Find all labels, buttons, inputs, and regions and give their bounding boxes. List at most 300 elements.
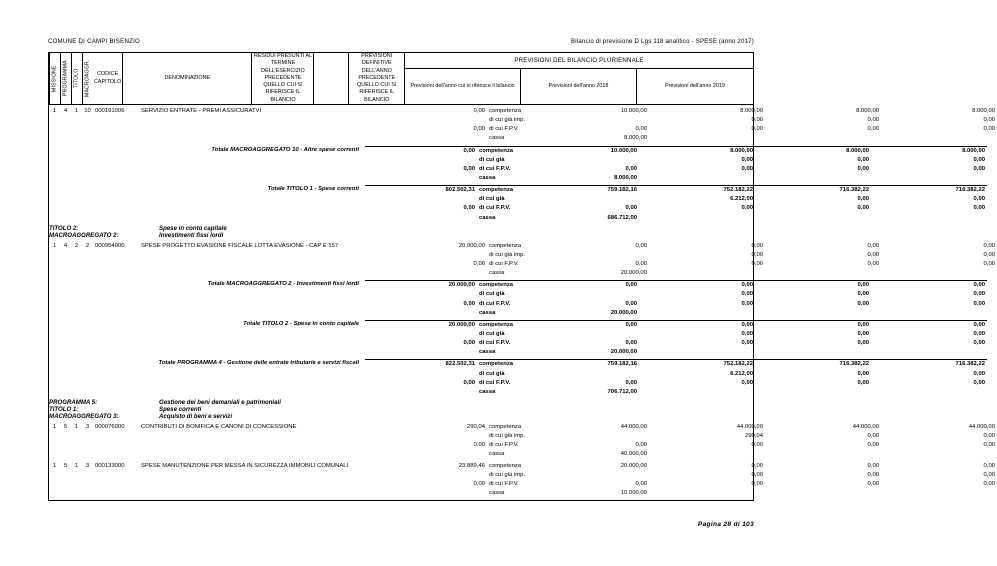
row-identifiers <box>49 185 365 223</box>
amount-lines <box>365 321 987 358</box>
section-key: TITOLO 1: <box>49 405 79 413</box>
residui-value: 0,00 <box>463 340 475 347</box>
organization-name: COMUNE DI CAMPI BISENZIO <box>48 38 140 45</box>
programma-code: 5 <box>63 423 68 430</box>
previsione-anno-2018-value: 8.000,00 <box>846 147 869 154</box>
previsioni-definitive-value: 20.000,00 <box>620 462 647 469</box>
codice-capitolo-value: 000133000 <box>95 462 125 469</box>
previsione-anno-2018-value <box>755 388 871 397</box>
column-header-codice-capitolo <box>93 53 123 104</box>
section-value: Gestione dei beni demaniali e patrimoniali <box>159 398 281 406</box>
previsione-anno-2018-value: 0,00 <box>867 126 879 133</box>
section-key: MACROAGGREGATO 3: <box>49 412 119 420</box>
previsioni-definitive-value: 40.000,00 <box>620 451 647 458</box>
amount-lines <box>375 107 997 144</box>
residui-value: 0,00 <box>473 108 485 114</box>
previsione-anno-2019-value <box>881 450 997 459</box>
previsione-anno-2018-value: 0,00 <box>857 156 869 163</box>
previsioni-definitive-value: 0,00 <box>635 126 647 133</box>
previsione-anno-2018-value: 0,00 <box>857 205 869 212</box>
row-amounts <box>365 359 987 397</box>
previsione-anno-2019-value: 0,00 <box>983 242 995 249</box>
previsione-anno-2019-value: 716.382,22 <box>955 361 985 368</box>
previsione-anno-2019-value: 0,00 <box>983 471 995 478</box>
voce-label: di cui già <box>479 156 505 163</box>
amount-lines <box>365 186 987 223</box>
previsione-anno-2019-value: 0,00 <box>973 300 985 307</box>
total-row <box>49 357 985 397</box>
previsioni-definitive-value: 759.182,16 <box>607 361 637 368</box>
row-amounts <box>375 107 997 144</box>
budget-table <box>48 52 995 501</box>
column-header-titolo: TITOLO <box>71 53 82 104</box>
amount-lines <box>365 147 987 184</box>
line-competenza <box>365 281 987 290</box>
page-header <box>48 38 754 45</box>
previsioni-definitive-value: 0,00 <box>635 442 647 449</box>
previsione-anno-corrente-value: 752.182,22 <box>723 361 753 368</box>
previsione-anno-corrente-value: 0,00 <box>741 379 753 386</box>
voce-label: competenza <box>479 361 514 368</box>
voce-label: cassa <box>489 489 505 496</box>
previsioni-definitive-value: 0,00 <box>625 165 637 172</box>
residui-value <box>365 388 477 397</box>
previsione-anno-2018-value <box>765 489 881 498</box>
previsione-anno-2019-value: 8.000,00 <box>962 147 985 154</box>
previsione-anno-2018-value: 0,00 <box>867 433 879 440</box>
previsione-anno-2018-value <box>765 269 881 278</box>
line-di-cui-gia <box>365 156 987 165</box>
residui-value: 0,00 <box>473 126 485 133</box>
previsione-anno-2019-value: 0,00 <box>983 251 995 258</box>
total-row <box>49 318 985 358</box>
amount-lines <box>365 360 987 397</box>
voce-label: competenza <box>479 282 514 289</box>
column-header-anno-corrente: Previsioni dell'anno cui si riferisce il bilancio <box>405 69 521 104</box>
macroaggregato-code: 2 <box>85 242 90 249</box>
voce-label: competenza <box>479 321 514 328</box>
voce-label: competenza <box>479 147 514 154</box>
total-label: Totale MACROAGGREGATO 2 - Investimenti fissi lordi <box>207 281 359 288</box>
line-competenza <box>365 147 987 156</box>
previsione-anno-2018-value: 716.382,22 <box>839 187 869 194</box>
previsione-anno-2018-value: 0,00 <box>857 321 869 328</box>
total-row <box>49 278 985 318</box>
line-di-cui-fpv <box>375 125 997 134</box>
previsione-anno-2019-value: 0,00 <box>973 165 985 172</box>
line-di-cui-gia <box>365 195 987 204</box>
residui-value: 822.502,31 <box>445 361 475 368</box>
section-heading-line <box>49 399 753 406</box>
previsione-anno-corrente-value: 0,00 <box>741 156 753 163</box>
programma-code: 4 <box>63 108 68 114</box>
previsione-anno-2019-value: 0,00 <box>973 205 985 212</box>
previsione-anno-corrente-value: 0,00 <box>751 260 763 267</box>
previsione-anno-2018-value <box>765 450 881 459</box>
previsione-anno-2018-value: 44.000,00 <box>852 423 879 430</box>
line-di-cui-fpv <box>375 441 997 450</box>
voce-label: di cui F.P.V. <box>489 260 519 267</box>
residui-value <box>375 134 487 143</box>
row-identifiers <box>49 280 365 318</box>
previsione-anno-2019-value: 44.000,00 <box>968 423 995 430</box>
previsione-anno-2019-value: 0,00 <box>973 330 985 337</box>
previsioni-definitive-value <box>539 290 639 299</box>
previsione-anno-2019-value: 0,00 <box>983 480 995 487</box>
page-number: Pagina 28 di 103 <box>697 521 754 528</box>
previsione-anno-corrente-value <box>639 309 755 318</box>
previsione-anno-corrente-value: 0,00 <box>751 117 763 124</box>
previsione-anno-2018-value: 0,00 <box>857 370 869 377</box>
previsione-anno-corrente-value: 0,00 <box>741 205 753 212</box>
residui-value: 0,00 <box>473 260 485 267</box>
residui-value: 290,04 <box>466 423 485 430</box>
line-di-cui-fpv <box>365 300 987 309</box>
previsioni-definitive-value: 20.000,00 <box>610 349 637 356</box>
line-cassa <box>365 214 987 223</box>
voce-label: cassa <box>479 214 496 221</box>
residui-value: 23.889,46 <box>458 462 485 469</box>
residui-value <box>375 432 487 441</box>
previsione-anno-2018-value: 0,00 <box>857 379 869 386</box>
previsione-anno-2018-value: 0,00 <box>857 165 869 172</box>
previsioni-definitive-value <box>549 432 649 441</box>
previsioni-definitive-value: 8.000,00 <box>624 135 647 142</box>
line-di-cui-gia <box>365 330 987 339</box>
previsioni-definitive-value: 20.000,00 <box>610 309 637 316</box>
previsione-anno-2019-value: 0,00 <box>973 196 985 203</box>
previsione-anno-corrente-value <box>639 348 755 357</box>
previsione-anno-2018-value: 0,00 <box>867 242 879 249</box>
residui-value <box>365 348 477 357</box>
voce-label: di cui già imp. <box>489 117 526 124</box>
residui-value: 20.000,00 <box>448 321 475 328</box>
previsione-anno-2019-value: 0,00 <box>983 260 995 267</box>
previsioni-definitive-value: 0,00 <box>625 300 637 307</box>
line-cassa <box>365 388 987 397</box>
previsione-anno-2018-value: 0,00 <box>867 260 879 267</box>
line-cassa <box>375 269 997 278</box>
previsione-anno-2019-value <box>881 269 997 278</box>
previsioni-definitive-value <box>549 251 649 260</box>
previsione-anno-2019-value: 0,00 <box>973 321 985 328</box>
line-di-cui-gia <box>375 251 997 260</box>
section-heading-line <box>49 232 753 239</box>
section-value: Spese in conto capitale <box>159 224 227 232</box>
previsioni-definitive-value <box>539 195 639 204</box>
previsione-anno-corrente-value <box>639 388 755 397</box>
residui-value: 20.000,00 <box>458 242 485 249</box>
previsioni-definitive-value: 759.182,16 <box>607 187 637 194</box>
residui-value <box>375 450 487 459</box>
residui-value <box>375 269 487 278</box>
previsione-anno-2019-value: 8.000,00 <box>972 108 995 114</box>
voce-label: cassa <box>479 388 496 395</box>
line-di-cui-fpv <box>365 339 987 348</box>
column-header-missione: MISSIONE <box>49 53 60 104</box>
row-identifiers <box>49 423 375 460</box>
previsione-anno-2019-value: 0,00 <box>973 379 985 386</box>
previsione-anno-corrente-value: 0,00 <box>741 321 753 328</box>
previsione-anno-corrente-value <box>649 450 765 459</box>
previsione-anno-2019-value: 0,00 <box>983 433 995 440</box>
previsione-anno-corrente-value <box>639 214 755 223</box>
previsione-anno-corrente-value: 6.212,00 <box>730 196 753 203</box>
previsione-anno-2019-value <box>871 388 987 397</box>
previsione-anno-2019-value: 0,00 <box>983 126 995 133</box>
amount-lines <box>375 462 997 499</box>
previsione-anno-corrente-value <box>649 134 765 143</box>
residui-value: 0,00 <box>473 442 485 449</box>
residui-value: 0,00 <box>463 300 475 307</box>
previsioni-definitive-value: 10.000,00 <box>620 489 647 496</box>
section-value: Acquisto di beni e servizi <box>159 412 233 420</box>
row-identifiers <box>49 359 365 397</box>
residui-value <box>375 489 487 498</box>
previsione-anno-2019-value <box>871 214 987 223</box>
total-label: Totale TITOLO 2 - Spese in conto capitale <box>243 320 359 327</box>
previsione-anno-2018-value: 0,00 <box>867 480 879 487</box>
column-header-previsioni-definitive: PREVISIONI DEFINITIVE DELL'ANNO PRECEDENTE QUELLO CUI SI RIFERISCE IL BILANCIO <box>349 53 405 104</box>
column-header-pluriennale: PREVISIONI DEL BILANCIO PLURIENNALE <box>405 53 753 69</box>
section-heading-line <box>49 413 753 420</box>
previsione-anno-2018-value: 0,00 <box>867 471 879 478</box>
voce-label: cassa <box>489 270 505 277</box>
previsione-anno-2019-value: 0,00 <box>973 282 985 289</box>
row-identifiers <box>49 242 375 279</box>
voce-label: di cui F.P.V. <box>489 442 519 449</box>
section-key: PROGRAMMA 5: <box>49 398 98 406</box>
denominazione-value: SERVIZIO ENTRATE - PREMI ASSICURATVI <box>141 108 262 114</box>
residui-value <box>375 471 487 480</box>
previsione-anno-corrente-value: 44.000,00 <box>736 423 763 430</box>
codice-capitolo-value: 000191006 <box>95 108 125 114</box>
voce-label: competenza <box>489 462 522 469</box>
previsioni-definitive-value <box>539 156 639 165</box>
voce-label: di cui F.P.V. <box>479 165 511 172</box>
macroaggregato-code: 3 <box>85 462 90 469</box>
denominazione-value: SPESE PROGETTO EVASIONE FISCALE LOTTA EVASIONE - CAP E 157 <box>141 242 339 249</box>
section-value: Investimenti fissi lordi <box>159 231 224 239</box>
table-row <box>49 421 995 460</box>
previsioni-definitive-value: 0,00 <box>635 260 647 267</box>
residui-value <box>375 251 487 260</box>
missione-code: 1 <box>52 462 57 469</box>
section-heading <box>49 223 753 240</box>
line-cassa <box>365 309 987 318</box>
voce-label: competenza <box>489 108 522 114</box>
residui-value <box>365 195 477 204</box>
column-header-residui: RESIDUI PRESUNTI AL TERMINE DELL'ESERCIZIO PRECEDENTE QUELLO CUI SI RIFERISCE IL BILANCIO <box>252 53 314 104</box>
previsione-anno-corrente-value <box>649 489 765 498</box>
programma-code: 5 <box>63 462 68 469</box>
line-cassa <box>365 174 987 183</box>
line-competenza <box>375 423 997 432</box>
previsione-anno-corrente-value: 0,00 <box>751 242 763 249</box>
line-competenza <box>375 107 997 116</box>
residui-value: 20.000,00 <box>448 282 475 289</box>
previsione-anno-2019-value: 716.382,22 <box>955 187 985 194</box>
previsione-anno-2018-value <box>765 134 881 143</box>
previsione-anno-2019-value <box>871 174 987 183</box>
titolo-code: 1 <box>74 108 79 114</box>
voce-label: di cui già <box>479 370 505 377</box>
line-competenza <box>365 321 987 330</box>
previsione-anno-2018-value: 716.382,22 <box>839 361 869 368</box>
column-header-macroaggregato: MACROAGGR. <box>82 53 93 104</box>
previsioni-definitive-value <box>539 330 639 339</box>
previsione-anno-2019-value: 0,00 <box>983 442 995 449</box>
voce-label: cassa <box>489 451 505 458</box>
residui-value: 0,00 <box>463 147 475 154</box>
macroaggregato-code: 3 <box>85 423 90 430</box>
previsione-anno-2018-value: 8.000,00 <box>856 108 879 114</box>
table-row <box>49 105 995 144</box>
previsione-anno-corrente-value: 290,04 <box>744 433 763 440</box>
previsione-anno-2018-value: 0,00 <box>867 251 879 258</box>
voce-label: cassa <box>479 309 496 316</box>
previsione-anno-2018-value <box>755 174 871 183</box>
voce-label: di cui F.P.V. <box>479 379 511 386</box>
voce-label: di cui F.P.V. <box>489 480 519 487</box>
voce-label: di cui già <box>479 291 505 298</box>
previsioni-definitive-value: 8.000,00 <box>614 174 637 181</box>
voce-label: competenza <box>479 187 514 194</box>
voce-label: competenza <box>489 423 522 430</box>
document-title: Bilancio di previsione D Lgs 118 analitico - SPESE (anno 2017) <box>570 38 754 45</box>
previsione-anno-2018-value: 0,00 <box>857 291 869 298</box>
line-di-cui-gia <box>365 370 987 379</box>
residui-value: 0,00 <box>463 379 475 386</box>
voce-label: di cui già <box>479 330 505 337</box>
row-amounts <box>365 146 987 184</box>
previsioni-definitive-value <box>539 370 639 379</box>
denominazione-value: CONTRIBUTI DI BONIFICA E CANONI DI CONCESSIONE <box>141 423 297 430</box>
line-competenza <box>365 360 987 369</box>
line-cassa <box>375 134 997 143</box>
row-identifiers <box>49 107 375 144</box>
residui-value <box>365 156 477 165</box>
voce-label: di cui F.P.V. <box>479 205 511 212</box>
previsioni-definitive-value: 706.712,00 <box>607 388 637 395</box>
programma-code: 4 <box>63 242 68 249</box>
row-identifiers <box>49 320 365 358</box>
column-header-programma: PROGRAMMA <box>60 53 71 104</box>
previsione-anno-corrente-value: 0,00 <box>751 462 763 469</box>
residui-value <box>365 214 477 223</box>
denominazione-value: SPESE MANUTENZIONE PER MESSA IN SICUREZZA IMMOBILI COMUNALI <box>141 462 349 469</box>
row-identifiers <box>49 146 365 184</box>
codice-line2: CAPITOLO <box>94 78 122 85</box>
codice-line1: CODICE <box>97 71 119 78</box>
previsioni-definitive-value: 10.000,00 <box>610 147 637 154</box>
previsione-anno-corrente-value: 0,00 <box>751 442 763 449</box>
previsione-anno-2018-value: 0,00 <box>867 117 879 124</box>
line-competenza <box>375 242 997 251</box>
residui-value: 0,00 <box>463 165 475 172</box>
previsione-anno-2018-value: 0,00 <box>867 462 879 469</box>
residui-value: 0,00 <box>463 205 475 212</box>
row-amounts <box>375 462 997 499</box>
voce-label: di cui F.P.V. <box>489 126 519 133</box>
section-heading-line <box>49 225 753 232</box>
section-key: TITOLO 2: <box>49 224 79 232</box>
line-cassa <box>375 450 997 459</box>
row-amounts <box>365 320 987 358</box>
previsione-anno-corrente-value: 6.212,00 <box>730 370 753 377</box>
previsione-anno-2018-value <box>755 214 871 223</box>
table-row <box>49 460 995 499</box>
residui-value <box>365 330 477 339</box>
previsione-anno-corrente-value <box>649 269 765 278</box>
voce-label: di cui già <box>479 196 505 203</box>
column-header-anno-2019: Previsioni dell'anno 2019 <box>665 82 725 89</box>
previsioni-definitive-value: 0,00 <box>625 379 637 386</box>
previsioni-definitive-value: 20.000,00 <box>620 270 647 277</box>
previsione-anno-2019-value: 0,00 <box>983 462 995 469</box>
total-label: Totale MACROAGGREGATO 10 - Altre spese correnti <box>211 146 359 153</box>
previsione-anno-corrente-value: 0,00 <box>751 251 763 258</box>
voce-label: competenza <box>489 242 522 249</box>
titolo-code: 1 <box>74 462 79 469</box>
row-identifiers <box>49 462 375 499</box>
previsioni-definitive-value: 0,00 <box>625 340 637 347</box>
voce-label: cassa <box>479 174 496 181</box>
missione-code: 1 <box>52 108 57 114</box>
voce-label: cassa <box>489 135 505 142</box>
line-di-cui-gia <box>375 116 997 125</box>
line-di-cui-gia <box>365 290 987 299</box>
previsione-anno-corrente-value <box>639 174 755 183</box>
column-header-denominazione: DENOMINAZIONE <box>123 53 252 104</box>
voce-label: di cui già imp. <box>489 471 526 478</box>
amount-lines <box>375 242 997 279</box>
previsioni-definitive-value <box>549 471 649 480</box>
table-body <box>49 105 995 500</box>
section-value: Spese correnti <box>159 405 202 413</box>
line-di-cui-gia <box>375 471 997 480</box>
previsione-anno-corrente-value: 0,00 <box>741 165 753 172</box>
previsione-anno-2018-value: 0,00 <box>857 340 869 347</box>
total-label: Totale TITOLO 1 - Spese correnti <box>267 186 359 193</box>
line-competenza <box>365 186 987 195</box>
previsione-anno-2019-value <box>881 134 997 143</box>
amount-lines <box>365 281 987 318</box>
previsione-anno-2019-value <box>871 348 987 357</box>
previsione-anno-2019-value: 0,00 <box>973 340 985 347</box>
previsione-anno-2018-value: 0,00 <box>857 330 869 337</box>
line-di-cui-gia <box>375 432 997 441</box>
voce-label: di cui F.P.V. <box>479 340 511 347</box>
previsione-anno-corrente-value: 0,00 <box>751 471 763 478</box>
previsioni-definitive-value: 0,00 <box>635 480 647 487</box>
residui-value <box>365 370 477 379</box>
previsione-anno-corrente-value: 0,00 <box>741 300 753 307</box>
row-amounts <box>375 242 997 279</box>
residui-value: 802.502,31 <box>445 187 475 194</box>
missione-code: 1 <box>52 423 57 430</box>
section-heading-line <box>49 406 753 413</box>
codice-capitolo-value: 000954000 <box>95 242 125 249</box>
line-di-cui-fpv <box>375 480 997 489</box>
previsione-anno-2018-value: 0,00 <box>857 282 869 289</box>
line-di-cui-fpv <box>375 260 997 269</box>
residui-value <box>365 309 477 318</box>
previsioni-definitive-value: 0,00 <box>625 282 637 289</box>
previsione-anno-2018-value: 0,00 <box>857 300 869 307</box>
titolo-code: 2 <box>74 242 79 249</box>
macroaggregato-code: 10 <box>84 108 91 114</box>
